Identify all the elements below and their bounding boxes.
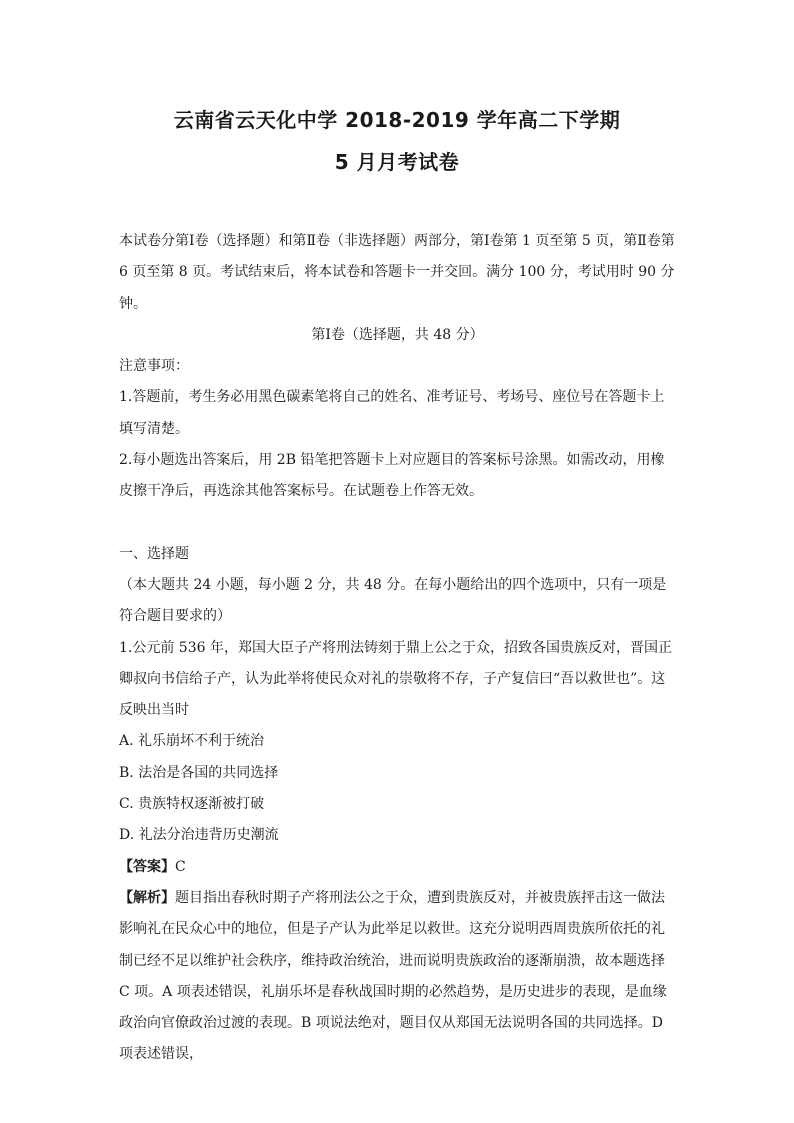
intro-paragraph: 本试卷分第Ⅰ卷（选择题）和第Ⅱ卷（非选择题）两部分，第Ⅰ卷第 1 页至第 5 页，第Ⅱ卷第 6 页至第 8 页。考试结束后，将本试卷和答题卡一并交回。满分 100 分，考试用时 90 分钟。	[119, 233, 675, 312]
option-a: A. 礼乐崩坏不利于统治	[119, 733, 265, 750]
exam-title-line1: 云南省云天化中学 2018-2019 学年高二下学期	[173, 108, 621, 132]
spacer	[119, 508, 676, 539]
analysis-text: 题目指出春秋时期子产将刑法公之于众，遭到贵族反对，并被贵族抨击这一做法影响礼在民众心中的地位，但是子产认为此举足以救世。这充分说明西周贵族所依托的礼制已经不足以维护社会秩序，维持政治统治，进而说明贵族政治的逐渐崩溃，故本题选择 C 项。A 项表述错误，礼崩乐坏是春秋战国时期的必然趋势，是历史进步的表现，是血缘政治向官僚政治过渡的表现。B 项说法绝对，题目仅从郑国无法说明各国的共同选择。D 项表述错误，	[119, 889, 667, 1063]
exam-title-line2: 5 月月考试卷	[334, 150, 460, 174]
answer-line	[119, 852, 676, 883]
note-item: 2.每小题选出答案后，用 2B 铅笔把答题卡上对应题目的答案标号涂黑。如需改动，用橡皮擦干净后，再选涂其他答案标号。在试题卷上作答无效。	[119, 452, 665, 500]
section-heading: 一、选择题	[119, 545, 189, 562]
question-stem: 1.公元前 536 年，郑国大臣子产将刑法铸刻于鼎上公之于众，招致各国贵族反对，晋国正卿叔向书信给子产，认为此举将使民众对礼的崇敬将不存，子产复信曰“吾以救世也”。这反映出当时	[119, 639, 672, 719]
analysis-paragraph	[119, 883, 676, 1071]
analysis-label: 【解析】	[119, 889, 175, 906]
option-c: C. 贵族特权逐渐被打破	[119, 796, 265, 813]
answer-label: 【答案】	[119, 858, 175, 875]
answer-value: C	[175, 858, 186, 875]
section-instructions: （本大题共 24 小题，每小题 2 分，共 48 分。在每小题给出的四个选项中，只有一项是符合题目要求的）	[119, 576, 667, 625]
note-item: 1.答题前，考生务必用黑色碳素笔将自己的姓名、准考证号、考场号、座位号在答题卡上填写清楚。	[119, 389, 665, 437]
exam-body	[119, 226, 676, 1071]
option-d: D. 礼法分治违背历史潮流	[119, 827, 279, 844]
option-b: B. 法治是各国的共同选择	[119, 764, 279, 781]
part-title: 第Ⅰ卷（选择题，共 48 分）	[311, 326, 484, 343]
notes-heading: 注意事项：	[119, 358, 189, 375]
